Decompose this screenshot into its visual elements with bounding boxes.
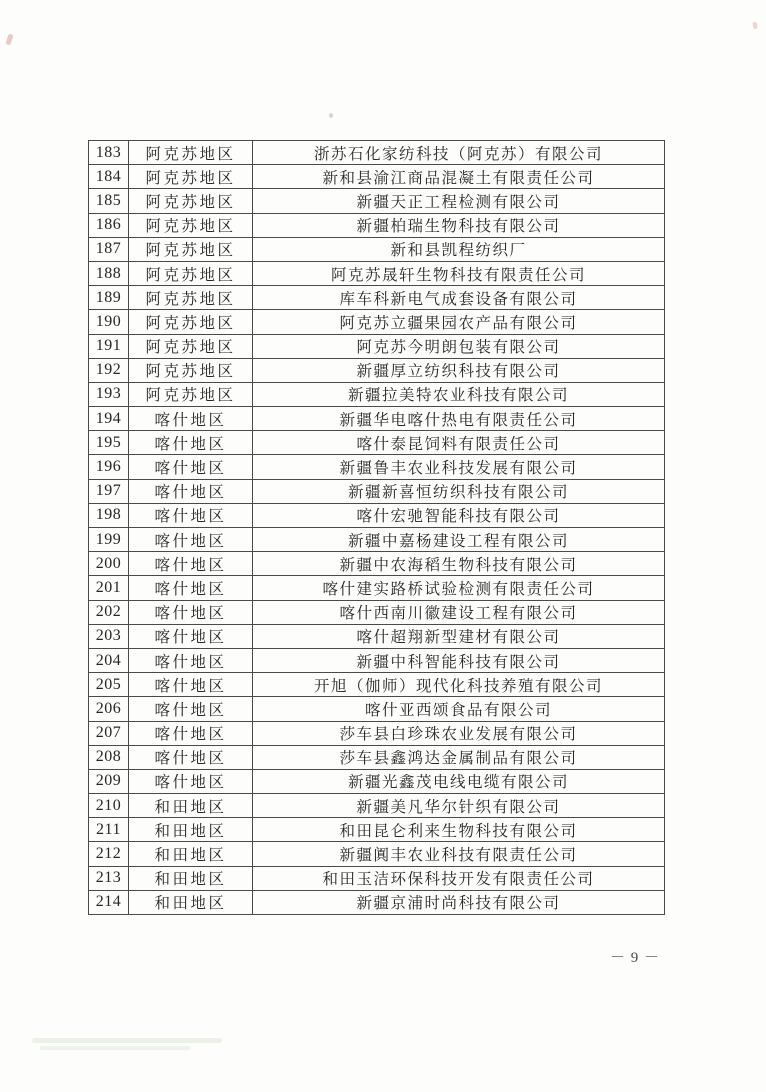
company-name-cell: 新疆华电喀什热电有限责任公司 [253, 407, 665, 431]
table-row [89, 576, 665, 600]
table-row [89, 358, 665, 382]
serial-number-cell: 187 [89, 237, 129, 261]
region-cell: 喀什地区 [129, 431, 253, 455]
region-cell: 喀什地区 [129, 552, 253, 576]
company-name-cell: 喀什西南川徽建设工程有限公司 [253, 600, 665, 624]
company-name-cell: 新和县凯程纺织厂 [253, 237, 665, 261]
company-name-cell: 新疆厚立纺织科技有限公司 [253, 358, 665, 382]
company-name-cell: 新疆中嘉杨建设工程有限公司 [253, 528, 665, 552]
region-cell: 阿克苏地区 [129, 261, 253, 285]
company-name-cell: 浙苏石化家纺科技（阿克苏）有限公司 [253, 141, 665, 165]
page-number: － 9 － [609, 950, 660, 966]
table-row [89, 745, 665, 769]
company-name-cell: 开旭（伽师）现代化科技养殖有限公司 [253, 673, 665, 697]
serial-number-cell: 207 [89, 721, 129, 745]
table-row [89, 648, 665, 672]
table-row [89, 673, 665, 697]
table-row [89, 455, 665, 479]
region-cell: 阿克苏地区 [129, 237, 253, 261]
serial-number-cell: 190 [89, 310, 129, 334]
table-row [89, 286, 665, 310]
region-cell: 阿克苏地区 [129, 310, 253, 334]
region-cell: 喀什地区 [129, 697, 253, 721]
company-name-cell: 阿克苏立疆果园农产品有限公司 [253, 310, 665, 334]
region-cell: 喀什地区 [129, 769, 253, 793]
serial-number-cell: 194 [89, 407, 129, 431]
table-row [89, 407, 665, 431]
table-row [89, 818, 665, 842]
region-cell: 喀什地区 [129, 624, 253, 648]
region-cell: 和田地区 [129, 842, 253, 866]
table-row [89, 866, 665, 890]
company-name-cell: 莎车县鑫鸿达金属制品有限公司 [253, 745, 665, 769]
table-row [89, 189, 665, 213]
table-row [89, 697, 665, 721]
serial-number-cell: 200 [89, 552, 129, 576]
serial-number-cell: 206 [89, 697, 129, 721]
company-name-cell: 新疆光鑫茂电线电缆有限公司 [253, 769, 665, 793]
serial-number-cell: 192 [89, 358, 129, 382]
table-row [89, 237, 665, 261]
serial-number-cell: 197 [89, 479, 129, 503]
region-cell: 喀什地区 [129, 528, 253, 552]
region-cell: 阿克苏地区 [129, 286, 253, 310]
company-name-cell: 新疆京浦时尚科技有限公司 [253, 890, 665, 914]
company-name-cell: 喀什超翔新型建材有限公司 [253, 624, 665, 648]
table-row [89, 503, 665, 527]
serial-number-cell: 201 [89, 576, 129, 600]
table-row [89, 382, 665, 406]
serial-number-cell: 214 [89, 890, 129, 914]
company-name-cell: 新疆阗丰农业科技有限责任公司 [253, 842, 665, 866]
company-name-cell: 新疆美凡华尔针织有限公司 [253, 794, 665, 818]
serial-number-cell: 211 [89, 818, 129, 842]
region-cell: 阿克苏地区 [129, 141, 253, 165]
region-cell: 喀什地区 [129, 407, 253, 431]
company-name-cell: 新和县渝江商品混凝土有限责任公司 [253, 165, 665, 189]
region-cell: 喀什地区 [129, 576, 253, 600]
region-cell: 和田地区 [129, 818, 253, 842]
table-row [89, 165, 665, 189]
company-name-cell: 喀什宏驰智能科技有限公司 [253, 503, 665, 527]
scan-artifact-green-smudge [32, 1038, 222, 1043]
region-cell: 阿克苏地区 [129, 213, 253, 237]
scan-artifact-green-smudge [40, 1046, 190, 1050]
table-row [89, 528, 665, 552]
table-row [89, 552, 665, 576]
company-name-cell: 喀什泰昆饲料有限责任公司 [253, 431, 665, 455]
region-cell: 喀什地区 [129, 503, 253, 527]
region-cell: 喀什地区 [129, 745, 253, 769]
region-cell: 和田地区 [129, 794, 253, 818]
table-body [89, 141, 665, 915]
serial-number-cell: 188 [89, 261, 129, 285]
table-row [89, 890, 665, 914]
scan-artifact-red-top-left [5, 33, 13, 45]
table-row [89, 600, 665, 624]
company-name-cell: 喀什亚西颂食品有限公司 [253, 697, 665, 721]
company-name-cell: 阿克苏今明朗包装有限公司 [253, 334, 665, 358]
company-name-cell: 库车科新电气成套设备有限公司 [253, 286, 665, 310]
serial-number-cell: 184 [89, 165, 129, 189]
company-name-cell: 新疆中科智能科技有限公司 [253, 648, 665, 672]
region-cell: 喀什地区 [129, 479, 253, 503]
table-row [89, 431, 665, 455]
region-cell: 阿克苏地区 [129, 189, 253, 213]
table-row [89, 794, 665, 818]
serial-number-cell: 204 [89, 648, 129, 672]
serial-number-cell: 203 [89, 624, 129, 648]
company-name-cell: 喀什建实路桥试验检测有限责任公司 [253, 576, 665, 600]
table-row [89, 624, 665, 648]
region-cell: 阿克苏地区 [129, 334, 253, 358]
region-cell: 阿克苏地区 [129, 165, 253, 189]
company-name-cell: 新疆中农海稻生物科技有限公司 [253, 552, 665, 576]
serial-number-cell: 195 [89, 431, 129, 455]
company-name-cell: 新疆新喜恒纺织科技有限公司 [253, 479, 665, 503]
company-name-cell: 新疆拉美特农业科技有限公司 [253, 382, 665, 406]
region-cell: 阿克苏地区 [129, 382, 253, 406]
table-row [89, 842, 665, 866]
region-cell: 喀什地区 [129, 721, 253, 745]
scan-artifact-speck [329, 113, 333, 118]
region-cell: 阿克苏地区 [129, 358, 253, 382]
table-row [89, 213, 665, 237]
company-name-cell: 新疆柏瑞生物科技有限公司 [253, 213, 665, 237]
table-row [89, 141, 665, 165]
serial-number-cell: 205 [89, 673, 129, 697]
company-name-cell: 新疆鲁丰农业科技发展有限公司 [253, 455, 665, 479]
serial-number-cell: 199 [89, 528, 129, 552]
company-name-cell: 阿克苏晟轩生物科技有限责任公司 [253, 261, 665, 285]
company-name-cell: 莎车县白珍珠农业发展有限公司 [253, 721, 665, 745]
serial-number-cell: 183 [89, 141, 129, 165]
table-row [89, 334, 665, 358]
region-cell: 和田地区 [129, 890, 253, 914]
serial-number-cell: 212 [89, 842, 129, 866]
serial-number-cell: 210 [89, 794, 129, 818]
region-cell: 喀什地区 [129, 673, 253, 697]
region-cell: 喀什地区 [129, 455, 253, 479]
table-row [89, 479, 665, 503]
serial-number-cell: 198 [89, 503, 129, 527]
scan-artifact-red-top-right [752, 22, 757, 30]
serial-number-cell: 191 [89, 334, 129, 358]
serial-number-cell: 185 [89, 189, 129, 213]
region-cell: 喀什地区 [129, 648, 253, 672]
serial-number-cell: 186 [89, 213, 129, 237]
region-cell: 和田地区 [129, 866, 253, 890]
company-name-cell: 和田玉洁环保科技开发有限责任公司 [253, 866, 665, 890]
serial-number-cell: 209 [89, 769, 129, 793]
table-row [89, 261, 665, 285]
serial-number-cell: 196 [89, 455, 129, 479]
table-row [89, 721, 665, 745]
table-row [89, 310, 665, 334]
table-row [89, 769, 665, 793]
company-name-cell: 新疆天正工程检测有限公司 [253, 189, 665, 213]
company-list-table [88, 140, 665, 915]
serial-number-cell: 202 [89, 600, 129, 624]
serial-number-cell: 189 [89, 286, 129, 310]
region-cell: 喀什地区 [129, 600, 253, 624]
serial-number-cell: 193 [89, 382, 129, 406]
serial-number-cell: 213 [89, 866, 129, 890]
serial-number-cell: 208 [89, 745, 129, 769]
company-name-cell: 和田昆仑利来生物科技有限公司 [253, 818, 665, 842]
